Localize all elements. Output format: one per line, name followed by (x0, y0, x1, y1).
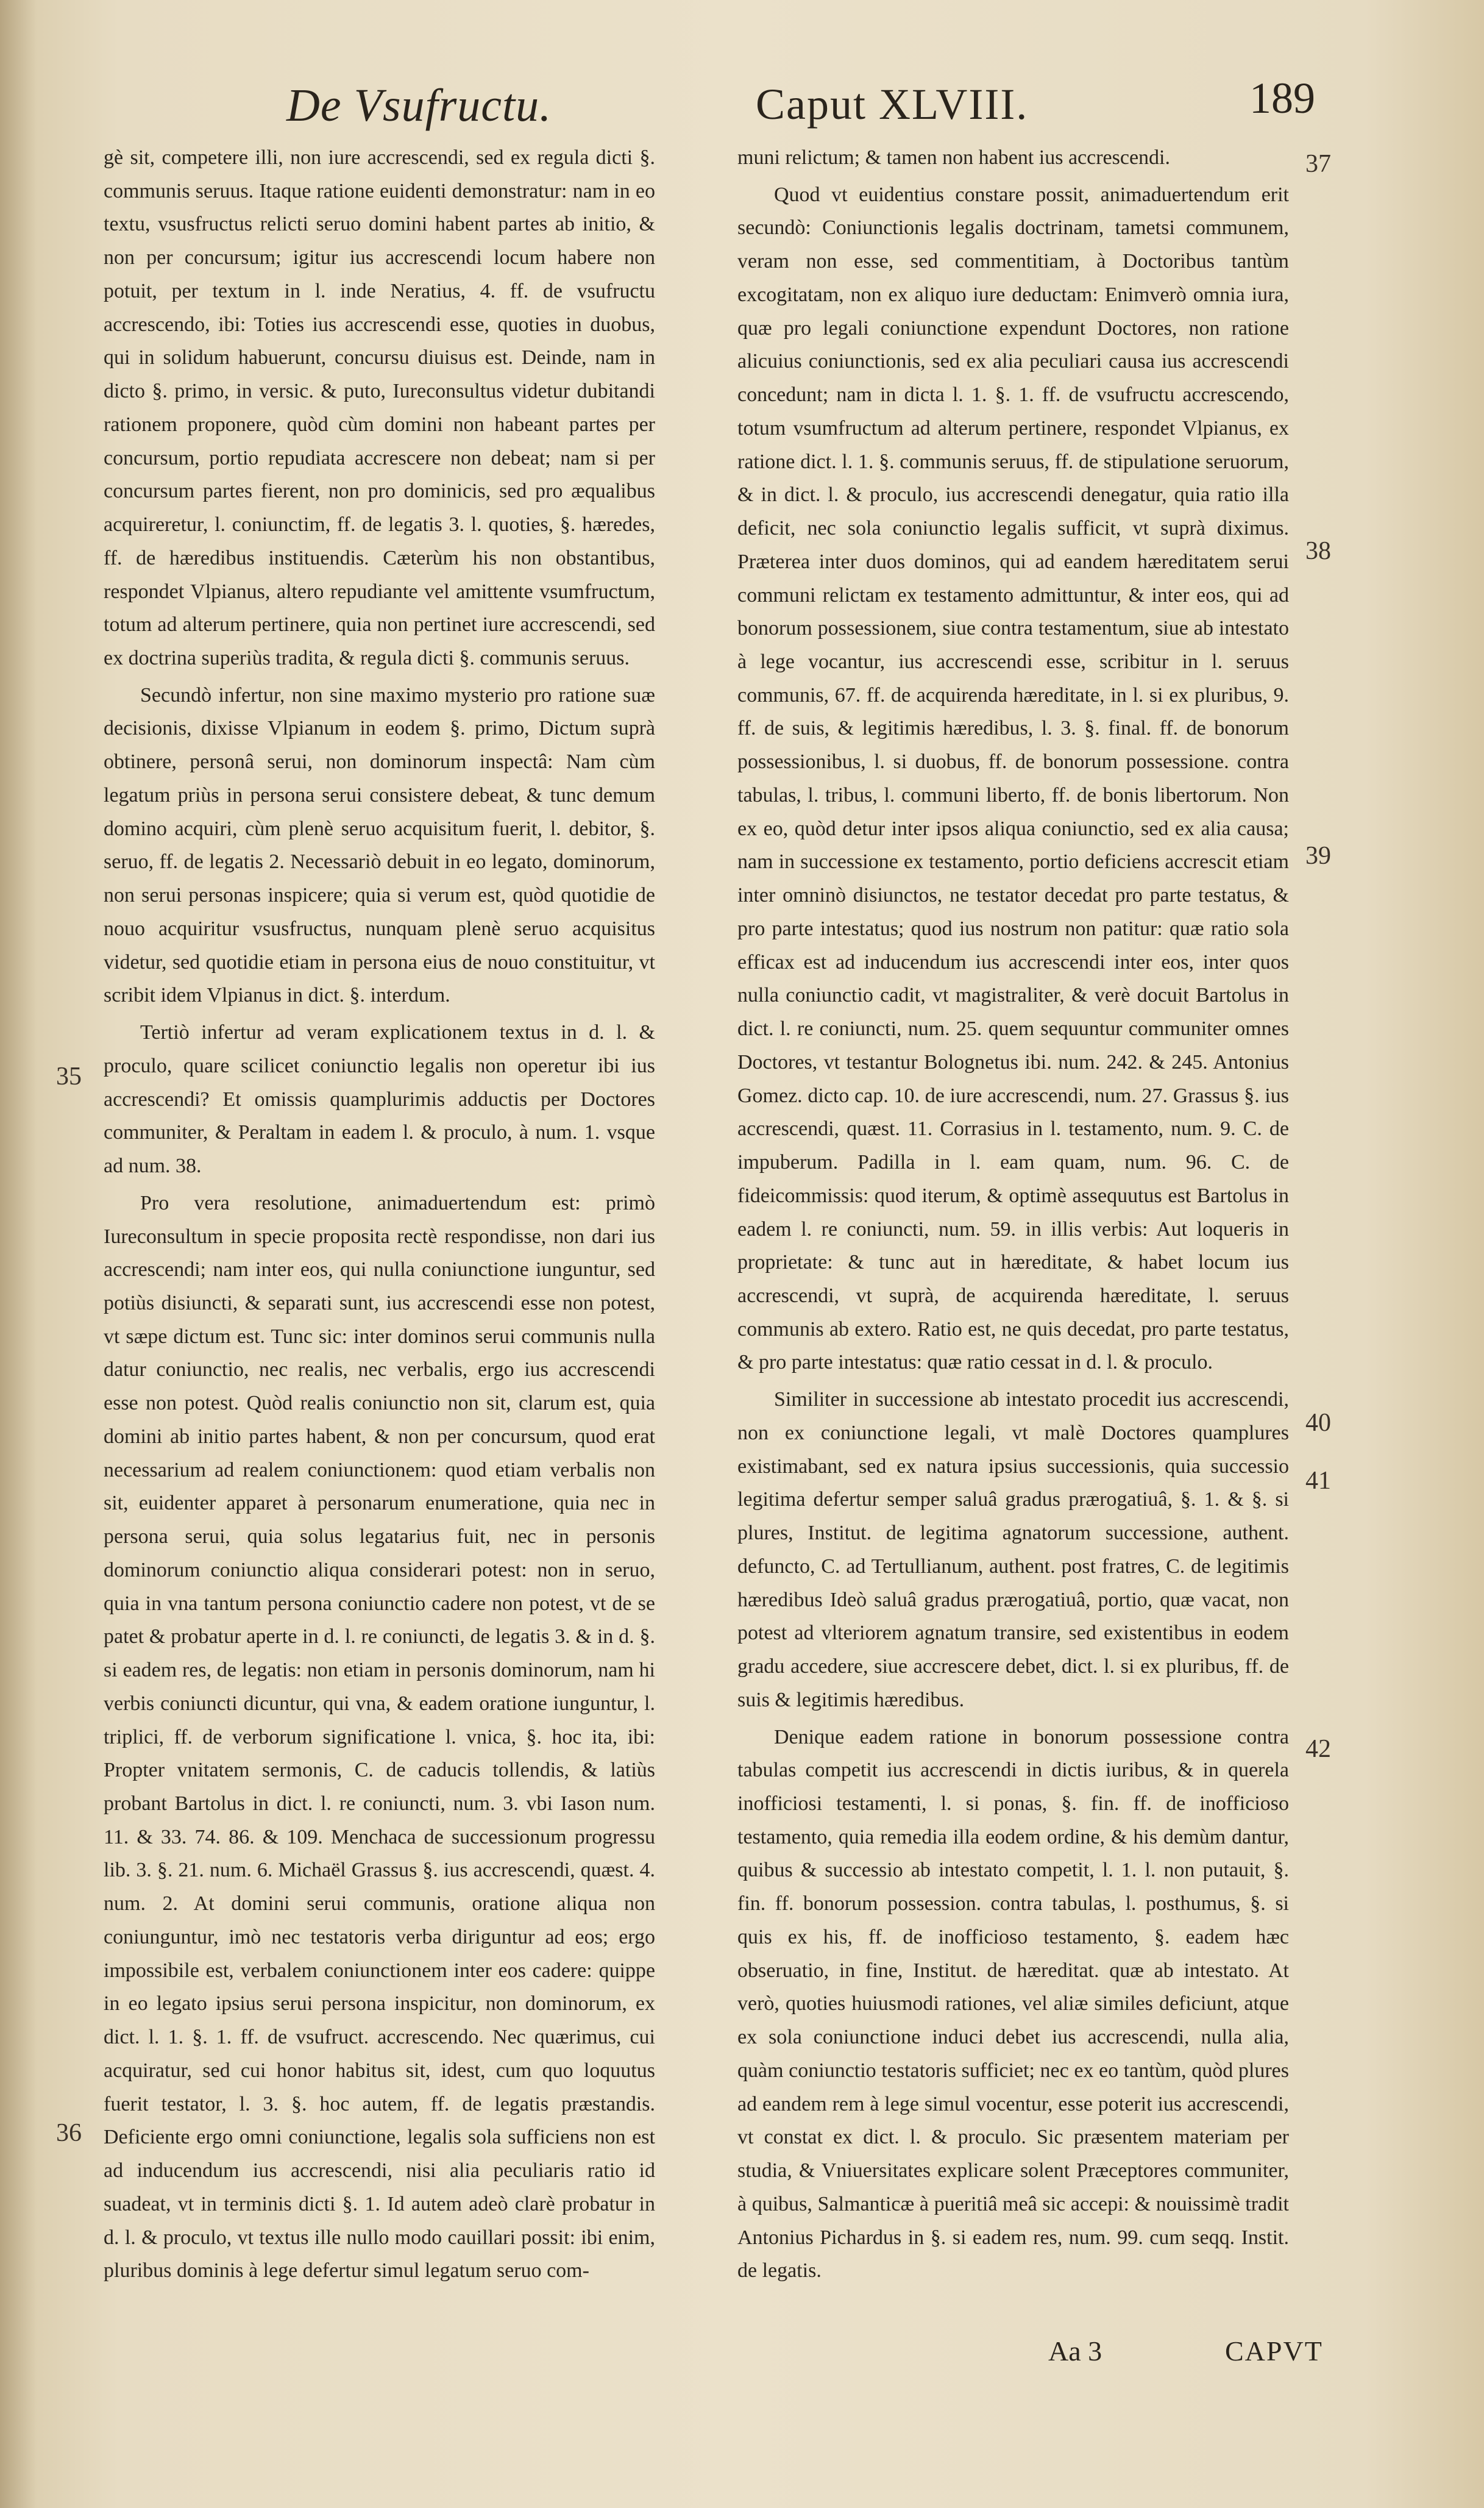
paragraph: gè sit, competere illi, non iure accrescendi, sed ex regula dicti §. communis seruus. Itaque ratione euidenti demonstratur: nam in eo textu, vsusfructus relicti seruo domini habent partes ab initio, & non per concursum; igitur ius accrescendi locum habere non potuit, per textum in l. inde Neratius, 4. ff. de vsufructu accrescendo, ibi: Toties ius accrescendi esse, quoties in duobus, qui in solidum habuerunt, concursu diuisus est. Deinde, nam in dicto §. primo, in versic. & puto, Iureconsultus videtur dubitandi rationem proponere, quòd cùm domini non habeant partes per concursum, portio repudiata accrescere non debeat; nam si per concursum partes fierent, non pro dominicis, sed pro æqualibus acquireretur, l. coniunctim, ff. de legatis 3. l. quoties, §. hæredes, ff. de hæredibus instituendis. Cæterùm his non obstantibus, respondet Vlpianus, altero repudiante vel amittente vsumfructum, totum ad alterum pertinere, quia non pertinet iure accrescendi, sed ex doctrina superiùs tradita, & regula dicti §. communis seruus. (104, 146, 655, 670)
margin-number: 35 (56, 1063, 82, 1091)
right-column (737, 141, 1289, 2292)
page-header (0, 73, 1484, 140)
margin-number: 39 (1305, 842, 1331, 870)
margin-number: 37 (1305, 150, 1331, 178)
margin-number: 40 (1305, 1409, 1331, 1437)
running-title: De Vsufructu. (286, 80, 552, 131)
binding-shadow (0, 0, 37, 2508)
paragraph: Similiter in successione ab intestato procedit ius accrescendi, non ex coniunctione legali, vt malè Doctores quamplures existimabant, sed ex natura ipsius successionis, quia successio legitima defertur semper saluâ gradus prærogatiuâ, §. 1. & §. si plures, Institut. de legitima agnatorum successione, authent. defuncto, C. ad Tertullianum, authent. post fratres, C. de legitimis hæredibus Ideò saluâ gradus prærogatiuâ, portio, quæ vacat, non potest ad vlteriorem agnatum transire, sed existentibus in eodem gradu accedere, siue accrescere debet, dict. l. si ex pluribus, ff. de suis & legitimis hæredibus. (737, 1388, 1289, 1711)
signature-mark: Aa 3 (1048, 2335, 1102, 2367)
chapter-heading: Caput XLVIII. (756, 80, 1029, 129)
paragraph: Quod vt euidentius constare possit, animaduertendum erit secundò: Coniunctionis legalis doctrinam, tametsi communem, veram non esse, sed commentitiam, à Doctoribus tantùm excogitatam, non ex aliquo iure deductam: Enimverò omnia iura, quæ pro legali coniunctione expendunt Doctores, non ratione alicuius coniunctionis, sed ex alia peculiari causa ius accrescendi concedunt; nam in dicta l. 1. §. 1. ff. de vsufructu accrescendo, totum vsumfructum ad alterum pertinere, respondet Vlpianus, ex ratione dict. l. 1. §. communis seruus, ff. de stipulatione seruorum, & in dict. l. & proculo, ius accrescendi denegatur, quia ratio illa deficit, nec sola coniunctio legalis sufficit, vt suprà diximus. Præterea inter duos dominos, qui ad eandem hæreditatem serui communi relictam ex testamento admittuntur, & inter eos, qui ad bonorum possessionem, siue contra testamentum, siue ab intestato à lege vocantur, ius accrescendi esse, scribitur in l. seruus communis, 67. ff. de acquirenda hæreditate, in l. si ex pluribus, 9. ff. de suis, & legitimis hæredibus, l. 3. §. final. ff. de bonorum possessionibus, l. si duobus, ff. de bonorum possessione. contra tabulas, l. tribus, l. communi liberto, ff. de bonis libertorum. Non ex eo, quòd detur inter ipsos aliqua coniunctio, sed ex alia causa; nam in successione ex testamento, portio deficiens accrescit etiam inter omninò disiunctos, ne testator decedat pro parte testatus, & pro parte intestatus; quod ius nostrum non patitur: quæ ratio sola efficax est ad inducendum ius accrescendi inter eos, inter quos nulla coniunctio cadit, vt magistraliter, & verè docuit Bartolus in dict. l. re coniuncti, num. 25. quem sequuntur communiter omnes Doctores, vt testantur Bolognetus ibi. num. 242. & 245. Antonius Gomez. dicto cap. 10. de iure accrescendi, num. 27. Grassus §. ius accrescendi, quæst. 11. Corrasius in l. testamento, num. 9. C. de impuberum. Padilla in l. eam quam, num. 96. C. de fideicommissis: quod iterum, & optimè assequutus est Bartolus in eadem l. re coniuncti, num. 59. in illis verbis: Aut loqueris in proprietate: & tunc aut in hæreditate, & habet locum ius accrescendi, vt suprà, de acquirenda hæreditate, l. seruus communis ab extero. Ratio est, ne quis decedat, pro parte testatus, & pro parte intestatus: quæ ratio cessat in d. l. & proculo. (737, 183, 1289, 1374)
paragraph: Tertiò infertur ad veram explicationem textus in d. l. & proculo, quare scilicet coniunctio legalis non operetur ibi ius accrescendi? Et omissis quamplurimis adductis per Doctores communiter, & Peraltam in eadem l. & proculo, à num. 1. vsque ad num. 38. (104, 1021, 655, 1178)
paragraph: Secundò infertur, non sine maximo mysterio pro ratione suæ decisionis, dixisse Vlpianum in eodem §. primo, Dictum suprà obtinere, personâ serui, non dominorum inspectâ: Nam cùm legatum priùs in persona serui consistere debeat, & tunc demum domino acquiri, cùm plenè seruo acquisitum fuerit, l. debitor, §. seruo, ff. de legatis 2. Necessariò debuit in eo legato, dominorum, non serui personas inspicere; quia si verum est, quòd quotidie de nouo acquiritur vsusfructus, nunquam plenè seruo acquisitus videtur, sed quotidie etiam in persona eius de nouo constituitur, vt scribit idem Vlpianus in dict. §. interdum. (104, 683, 655, 1007)
catchword: CAPVT (1225, 2335, 1323, 2367)
paragraph: Denique eadem ratione in bonorum possessione contra tabulas competit ius accrescendi in dictis iuribus, & in querela inofficiosi testamenti, l. si ponas, §. fin. ff. de inofficioso testamento, quia remedia illa eodem ordine, & his demùm dantur, quibus & successio ab intestato competit, l. 1. l. non putauit, §. fin. ff. bonorum possession. contra tabulas, l. posthumus, §. si quis ex his, ff. de inofficioso testamento, §. eadem hæc obseruatio, in fine, Institut. de hæreditat. quæ ab intestato. At verò, quoties huiusmodi rationes, vel aliæ similes deficiunt, atque ex sola coniunctione induci debet ius accrescendi, nulla alia, quàm coniunctio testatoris sufficiet; nec ex eo tantùm, quòd plures ad eandem rem à lege simul vocentur, esse poterit ius accrescendi, vt constat ex dict. l. & proculo. Sic præsentem materiam per studia, & Vniuersitates explicare solent Præceptores communiter, à quibus, Salmanticæ à pueritiâ meâ sic accepi: & nouissimè tradit Antonius Pichardus in §. si eadem res, num. 99. cum seqq. Instit. de legatis. (737, 1725, 1289, 2282)
left-column (104, 141, 655, 2292)
margin-number: 38 (1305, 537, 1331, 565)
margin-number: 42 (1305, 1735, 1331, 1763)
paragraph: Pro vera resolutione, animaduertendum est: primò Iureconsultum in specie proposita rectè respondisse, non dari ius accrescendi; nam inter eos, qui nulla coniunctione iunguntur, sed potiùs disiuncti, & separati sunt, ius accrescendi esse non potest, vt sæpe dictum est. Tunc sic: inter dominos serui communis nulla datur coniunctio, nec realis, nec verbalis, ergo ius accrescendi esse non potest. Quòd realis coniunctio non sit, clarum est, quia domini ab initio partes habent, & non per concursum, quod erat necessarium ad realem coniunctionem: quod etiam verbalis non sit, euidenter apparet à personarum enumeratione, quia nec in persona serui, quia solus legatarius fuit, nec in personis dominorum coniunctio aliqua considerari potest: non in seruo, quia in vna tantum persona coniunctio cadere non potest, vt de se patet & probatur aperte in d. l. re coniuncti, de legatis 3. & in d. §. si eadem res, de legatis: non etiam in personis dominorum, nam hi verbis coniuncti dicuntur, qui vna, & eadem oratione iunguntur, l. triplici, ff. de verborum significatione l. vnica, §. hoc ita, ibi: Propter vnitatem sermonis, C. de caducis tollendis, & latiùs probant Bartolus in dict. l. re coniuncti, num. 3. vbi Iason num. 11. & 33. 74. 86. & 109. Menchaca de successionum progressu lib. 3. §. 21. num. 6. Michaël Grassus §. ius accrescendi, quæst. 4. num. 2. At domini serui communis, oratione aliqua non coniunguntur, imò nec testatoris verba diriguntur ad eos; ergo impossibile est, verbalem coniunctionem inter eos cadere: quippe in eo legato ipsius serui persona inspicitur, non dominorum, ex dict. l. 1. §. 1. ff. de vsufruct. accrescendo. Nec quærimus, cui acquiratur, sed cui honor habitus sit, idest, cum quo loquutus fuerit testator, l. 3. §. hoc autem, ff. de legatis præstandis. Deficiente ergo omni coniunctione, legalis sola sufficiens non est ad inducendum ius accrescendi, nisi alia peculiaris ratio id suadeat, vt in terminis dicti §. 1. Id autem adeò clarè probatur in d. l. & proculo, vt textus ille nullo modo cauillari possit: ibi enim, pluribus dominis à lege defertur simul legatum seruo com- (104, 1191, 655, 2282)
page-number: 189 (1249, 74, 1315, 123)
margin-number: 41 (1305, 1467, 1331, 1495)
paragraph: muni relictum; & tamen non habent ius accrescendi. (737, 146, 1170, 169)
page-footer (0, 2335, 1484, 2384)
margin-number: 36 (56, 2119, 82, 2147)
